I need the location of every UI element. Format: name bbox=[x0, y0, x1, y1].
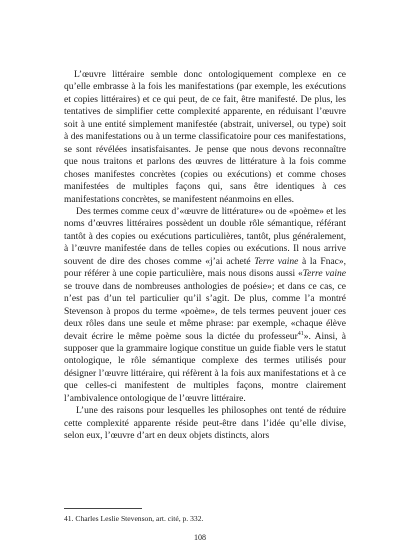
work-title: Terre vaine bbox=[254, 256, 299, 267]
work-title: Terre vaine bbox=[302, 269, 346, 280]
paragraph-2 bbox=[64, 206, 346, 405]
paragraph-3 bbox=[64, 405, 346, 442]
paragraph-1 bbox=[64, 69, 346, 206]
text-run: L’œuvre littéraire semble donc ontologiquement complexe en ce qu’elle embrasse à la fois les manifestations (par exemple, les exécutions et copies littéraires) et ce qui peut, de ce fait, être manifesté. De plus, les tentatives de simplifier cette complexité apparente, en réduisant l’œuvre soit à une entité simplement manifestée (abstrait, universel, ou type) soit à des manifestations ou à un terme classificatoire pour ces manifestations, se sont révélées insatisfaisantes. Je pense que nous devons reconnaître que nous traitons et parlons des œuvres de littérature à la fois comme choses manifestes concrètes (copies ou exécutions) et comme choses manifestées de multiples façons qui, sans être identiques à ces manifestations concrètes, se manifestent néanmoins en elles. bbox=[64, 70, 346, 205]
footnote-reference: 41 bbox=[297, 330, 304, 337]
text-run: ». Ainsi, à supposer que la grammaire logique constitue un guide fiable vers le statut ontologique, le rôle sémantique complexe des termes utilisés pour désigner l’œuvre littéraire, qui réfèrent à la fois aux manifestations et à ce que celles-ci manifestent de multiples façons, montre clairement l’ambivalence ontologique de l’œuvre littéraire. bbox=[64, 331, 346, 404]
body-text bbox=[64, 69, 346, 443]
text-run: L’une des raisons pour lesquelles les philosophes ont tenté de réduire cette complexité apparente réside peut-être dans l’idée qu’elle divise, selon eux, l’œuvre d’art en deux objets distincts, alors bbox=[64, 406, 346, 442]
text-run: se trouve dans de nombreuses anthologies de poésie»; et dans ce cas, ce n’est pas d’un tel particulier qu’il s’agit. De plus, comme l’a montré Stevenson à propos du terme «poème», de tels termes peuvent jouer ces deux rôles dans une seule et même phrase: par exemple, «chaque élève devait écrire le même poème sous la dictée du professeur bbox=[64, 281, 346, 342]
text-run: à la Fnac», pour référer à une copie particulière, mais nous disons aussi « bbox=[64, 256, 346, 280]
footnote-41: 41. Charles Leslie Stevenson, art. cité, p. 332. bbox=[64, 514, 204, 523]
page-number: 108 bbox=[194, 533, 206, 542]
footnote-separator bbox=[64, 508, 142, 509]
text-run: Des termes comme ceux d’«œuvre de littérature» ou de «poème» et les noms d’œuvres littéraires possèdent un double rôle sémantique, référant tantôt à des copies ou exécutions particulières, tantôt, plus généralement, à l’œuvre manifestée dans de telles copies ou exécutions. Il nous arrive souvent de dire des choses comme «j’ai acheté bbox=[64, 206, 346, 267]
